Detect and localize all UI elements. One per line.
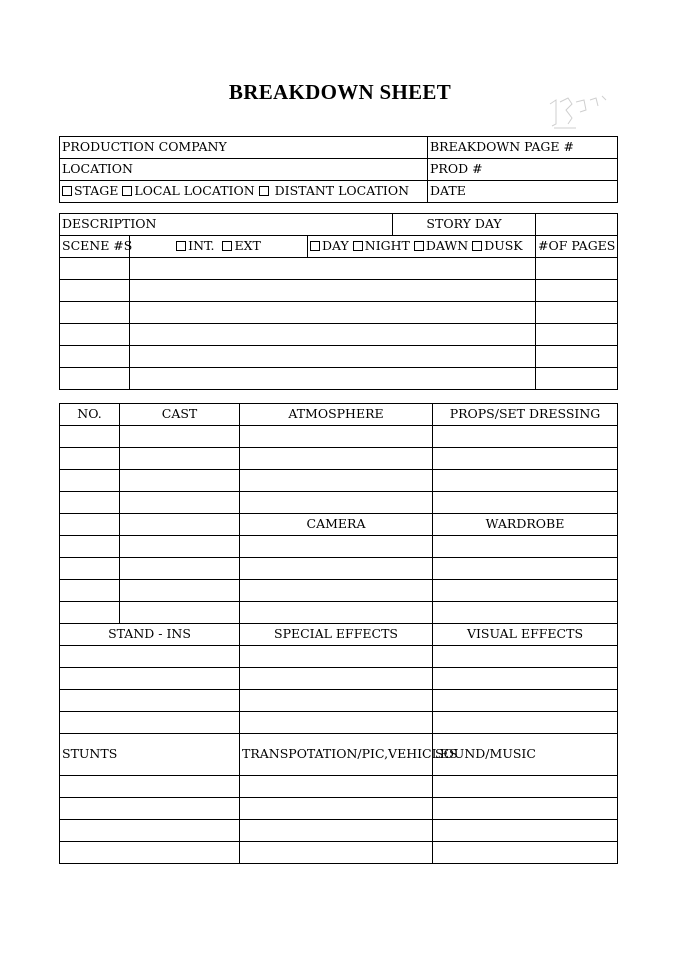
scene-number-label: SCENE #S [62,238,133,254]
props-cell[interactable] [433,448,618,470]
stand-ins-header [60,624,240,646]
dusk-checkbox[interactable] [472,241,482,251]
atmosphere-cell[interactable] [240,470,433,492]
no-cell[interactable] [60,492,120,514]
no-header [60,404,120,426]
prod-number-label: PROD # [430,161,483,177]
visual-effects-header [433,624,618,646]
stand-ins-cell[interactable] [60,712,240,734]
props-label: PROPS/SET DRESSING [449,406,601,422]
date-label: DATE [430,183,466,199]
scene-row [60,346,618,368]
no-cell[interactable] [60,536,120,558]
visual-effects-cell[interactable] [433,668,618,690]
visual-effects-cell[interactable] [433,646,618,668]
page-title: BREAKDOWN SHEET [228,80,452,104]
sound-label: SOUND/MUSIC [435,746,536,762]
scene-row [60,324,618,346]
location-type-row [60,181,428,203]
breakdown-page-label: BREAKDOWN PAGE # [430,139,574,155]
stunts-row [60,820,618,842]
stage-checkbox[interactable] [62,186,72,196]
special-effects-cell[interactable] [240,712,433,734]
scene-number-cell[interactable] [60,368,130,390]
int-checkbox[interactable] [176,241,186,251]
day-label: DAY [322,238,349,254]
sound-cell[interactable] [433,820,618,842]
camera-cell[interactable] [240,580,433,602]
cast-row [60,426,618,448]
camera-label: CAMERA [306,516,366,532]
scene-pages-cell[interactable] [536,368,618,390]
special-effects-header [240,624,433,646]
cast-row [60,580,618,602]
scene-row [60,258,618,280]
atmosphere-cell[interactable] [240,426,433,448]
story-day-value[interactable] [536,214,618,236]
stunts-header [60,734,240,776]
int-ext-cell [130,236,308,258]
atmosphere-header [240,404,433,426]
scene-pages-cell[interactable] [536,302,618,324]
night-checkbox[interactable] [353,241,363,251]
cast-row [60,492,618,514]
wardrobe-cell[interactable] [433,536,618,558]
cast-cell[interactable] [120,470,240,492]
props-cell[interactable] [433,470,618,492]
sound-cell[interactable] [433,842,618,864]
description-label: DESCRIPTION [62,216,157,232]
scene-pages-cell[interactable] [536,346,618,368]
scene-description-cell[interactable] [130,368,536,390]
no-label: NO. [77,406,102,422]
no-cell[interactable] [60,448,120,470]
props-cell[interactable] [433,492,618,514]
story-day-label: STORY DAY [426,216,502,232]
dawn-label: DAWN [425,238,469,254]
scene-info-table [59,213,618,390]
camera-cell[interactable] [240,536,433,558]
pages-label: #OF PAGES [538,238,616,254]
stunts-row [60,776,618,798]
special-effects-cell[interactable] [240,690,433,712]
transportation-cell[interactable] [240,820,433,842]
distant-location-label: DISTANT LOCATION [274,183,410,199]
stand-ins-label: STAND - INS [108,626,191,642]
visual-effects-label: VISUAL EFFECTS [466,626,584,642]
production-company-label: PRODUCTION COMPANY [62,139,227,155]
camera-cell[interactable] [240,558,433,580]
no-cell[interactable] [60,602,120,624]
cast-cell[interactable] [120,448,240,470]
scene-pages-cell[interactable] [536,258,618,280]
transportation-cell[interactable] [240,776,433,798]
stand-ins-cell[interactable] [60,690,240,712]
breakdown-elements-table [59,403,618,864]
production-info-table [59,136,618,203]
visual-effects-cell[interactable] [433,690,618,712]
scene-description-cell[interactable] [130,324,536,346]
cast-cell[interactable] [120,580,240,602]
dawn-checkbox[interactable] [414,241,424,251]
wardrobe-cell[interactable] [433,580,618,602]
special-effects-cell[interactable] [240,668,433,690]
sound-cell[interactable] [433,798,618,820]
logo-image [546,94,612,132]
special-effects-label: SPECIAL EFFECTS [274,626,398,642]
stand-ins-row [60,646,618,668]
location-label: LOCATION [62,161,133,177]
camera-cell[interactable] [240,602,433,624]
visual-effects-cell[interactable] [433,712,618,734]
transportation-cell[interactable] [240,842,433,864]
dusk-label: DUSK [484,238,523,254]
no-cell[interactable] [60,514,120,536]
no-cell[interactable] [60,580,120,602]
scene-row [60,280,618,302]
sound-cell[interactable] [433,776,618,798]
cast-row [60,602,618,624]
cast-cell[interactable] [120,536,240,558]
atmosphere-cell[interactable] [240,448,433,470]
cast-row [60,470,618,492]
location-field[interactable] [60,159,428,181]
scene-pages-cell[interactable] [536,280,618,302]
stand-ins-cell[interactable] [60,668,240,690]
special-effects-cell[interactable] [240,646,433,668]
cast-row [60,448,618,470]
stand-ins-row [60,690,618,712]
stand-ins-cell[interactable] [60,646,240,668]
props-header [433,404,618,426]
prod-number-field[interactable] [428,159,618,181]
wardrobe-label: WARDROBE [485,516,565,532]
stage-label: STAGE [74,183,119,199]
scene-number-cell[interactable] [60,346,130,368]
cast-row [60,536,618,558]
local-location-checkbox[interactable] [122,186,132,196]
ext-checkbox[interactable] [222,241,232,251]
cast-cell[interactable] [120,558,240,580]
cast-label: CAST [161,406,198,422]
transportation-cell[interactable] [240,798,433,820]
story-day-field [393,214,536,236]
scene-description-cell[interactable] [130,346,536,368]
props-cell[interactable] [433,426,618,448]
scene-description-cell[interactable] [130,258,536,280]
stunts-label: STUNTS [62,746,118,762]
stunts-cell[interactable] [60,798,240,820]
distant-location-checkbox[interactable] [259,186,269,196]
cast-cell[interactable] [120,514,240,536]
wardrobe-cell[interactable] [433,558,618,580]
breakdown-page-field[interactable] [428,137,618,159]
description-field[interactable] [60,214,393,236]
cast-header [120,404,240,426]
scene-number-cell[interactable] [60,302,130,324]
stand-ins-row [60,668,618,690]
cast-cell[interactable] [120,602,240,624]
scene-row [60,368,618,390]
date-field[interactable] [428,181,618,203]
scene-row [60,302,618,324]
scene-number-cell[interactable] [60,324,130,346]
day-checkbox[interactable] [310,241,320,251]
atmosphere-label: ATMOSPHERE [288,406,384,422]
scene-number-cell[interactable] [60,258,130,280]
production-company-field[interactable] [60,137,428,159]
cast-row [60,558,618,580]
scene-number-cell[interactable] [60,280,130,302]
atmosphere-cell[interactable] [240,492,433,514]
no-cell[interactable] [60,426,120,448]
night-label: NIGHT [364,238,410,254]
stunts-cell[interactable] [60,820,240,842]
int-label: INT. [188,238,215,254]
transportation-label: TRANSPOTATION/PIC,VEHICLES [242,746,458,762]
stunts-row [60,842,618,864]
stunts-row [60,798,618,820]
time-of-day-cell [308,236,536,258]
cast-cell[interactable] [120,426,240,448]
local-location-label: LOCAL LOCATION [134,183,255,199]
stunts-cell[interactable] [60,776,240,798]
wardrobe-cell[interactable] [433,602,618,624]
scene-number-header [60,236,133,258]
stunts-cell[interactable] [60,842,240,864]
no-cell[interactable] [60,470,120,492]
scene-pages-cell[interactable] [536,324,618,346]
stand-ins-row [60,712,618,734]
cast-cell[interactable] [120,492,240,514]
no-cell[interactable] [60,558,120,580]
pages-header [536,236,618,258]
wardrobe-header [433,514,618,536]
ext-label: EXT [234,238,261,254]
sound-header [433,734,618,776]
transportation-header [240,734,458,776]
camera-header [240,514,433,536]
scene-description-cell[interactable] [130,302,536,324]
scene-description-cell[interactable] [130,280,536,302]
